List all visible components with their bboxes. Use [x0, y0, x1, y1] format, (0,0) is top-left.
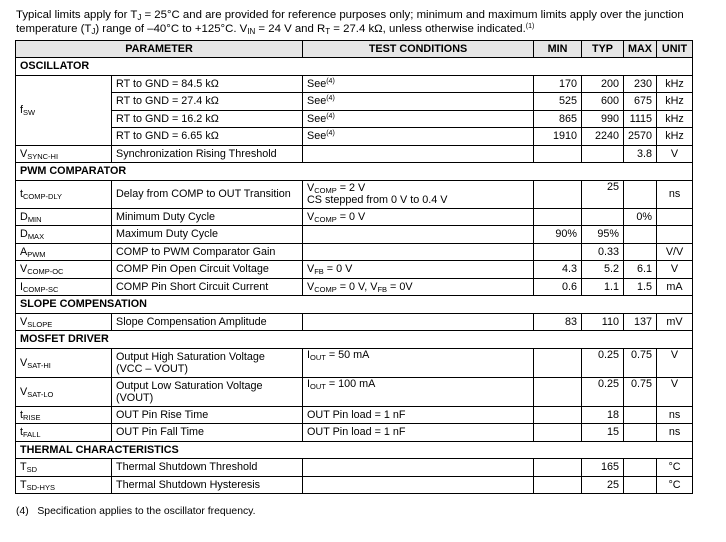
table-row — [16, 110, 693, 128]
header-min: MIN — [534, 41, 582, 58]
table-row — [16, 476, 693, 494]
param-cell: OUT Pin Fall Time — [112, 424, 303, 442]
unit-cell — [657, 208, 693, 226]
typ-cell — [582, 208, 624, 226]
table-row — [16, 313, 693, 331]
max-cell: 137 — [624, 313, 657, 331]
param-cell: Slope Compensation Amplitude — [112, 313, 303, 331]
section-row — [16, 331, 693, 349]
intro-paragraph: Typical limits apply for $T_J = 25^\circ C$ and are provided for reference purposes only; minimum and maximum limits apply over the junction temperature $(T_J)$ range of –40°C to +125°C. $V_{IN} = 24$ V and $R_T = 27.4$ kΩ, unless otherwise indicated.$^{(1)}$ — [16, 9, 684, 36]
param-cell: COMP Pin Open Circuit Voltage — [112, 261, 303, 279]
unit-cell: °C — [657, 459, 693, 477]
unit-cell: mA — [657, 278, 693, 296]
unit-cell: kHz — [657, 128, 693, 146]
max-cell — [624, 459, 657, 477]
cond-cell: See$^{(4)}$ — [303, 93, 534, 111]
max-cell: 6.1 — [624, 261, 657, 279]
max-cell — [624, 180, 657, 208]
max-cell — [624, 243, 657, 261]
typ-cell: 95% — [582, 226, 624, 244]
param-cell: COMP Pin Short Circuit Current — [112, 278, 303, 296]
unit-cell: kHz — [657, 93, 693, 111]
table-row — [16, 459, 693, 477]
typ-cell: 110 — [582, 313, 624, 331]
min-cell — [534, 424, 582, 442]
table-row — [16, 75, 693, 93]
unit-cell: ns — [657, 180, 693, 208]
unit-cell: ns — [657, 424, 693, 442]
min-cell — [534, 377, 582, 406]
max-cell: 1115 — [624, 110, 657, 128]
section-slope-compensation: SLOPE COMPENSATION — [16, 296, 693, 314]
table-row — [16, 424, 693, 442]
header-parameter: PARAMETER — [16, 41, 303, 58]
unit-cell: V — [657, 348, 693, 377]
symbol-vsat-lo: $V_{SAT-LO}$ — [16, 377, 112, 406]
cond-cell — [303, 226, 534, 244]
header-conditions: TEST CONDITIONS — [303, 41, 534, 58]
param-cell: Synchronization Rising Threshold — [112, 145, 303, 163]
param-cell: RT to GND = 16.2 kΩ — [112, 110, 303, 128]
min-cell — [534, 243, 582, 261]
param-cell: RT to GND = 27.4 kΩ — [112, 93, 303, 111]
cond-cell: $I_{OUT} = 50$ mA — [303, 348, 534, 377]
unit-cell: mV — [657, 313, 693, 331]
max-cell: 675 — [624, 93, 657, 111]
max-cell: 2570 — [624, 128, 657, 146]
cond-cell — [303, 313, 534, 331]
symbol-apwm: $A_{PWM}$ — [16, 243, 112, 261]
typ-cell: 990 — [582, 110, 624, 128]
min-cell: 865 — [534, 110, 582, 128]
min-cell: 1910 — [534, 128, 582, 146]
param-cell: RT to GND = 84.5 kΩ — [112, 75, 303, 93]
min-cell — [534, 406, 582, 424]
cond-cell: See$^{(4)}$ — [303, 128, 534, 146]
max-cell: 1.5 — [624, 278, 657, 296]
param-cell: RT to GND = 6.65 kΩ — [112, 128, 303, 146]
section-row — [16, 163, 693, 181]
unit-cell: V — [657, 261, 693, 279]
param-cell: Maximum Duty Cycle — [112, 226, 303, 244]
symbol-tsd-hys: $T_{SD-HYS}$ — [16, 476, 112, 494]
max-cell: 0.75 — [624, 377, 657, 406]
max-cell: 3.8 — [624, 145, 657, 163]
section-row — [16, 296, 693, 314]
cond-cell: $V_{COMP} = 2$ V CS stepped from 0 V to 0.4 V — [303, 180, 534, 208]
param-cell: Output High Saturation Voltage (VCC – VOUT) — [112, 348, 303, 377]
param-cell: Thermal Shutdown Threshold — [112, 459, 303, 477]
typ-cell: 200 — [582, 75, 624, 93]
symbol-tsd: $T_{SD}$ — [16, 459, 112, 477]
symbol-vcomp-oc: $V_{COMP-OC}$ — [16, 261, 112, 279]
max-cell — [624, 226, 657, 244]
typ-cell — [582, 145, 624, 163]
min-cell — [534, 476, 582, 494]
table-row — [16, 208, 693, 226]
table-row — [16, 406, 693, 424]
table-row — [16, 348, 693, 377]
typ-cell: 165 — [582, 459, 624, 477]
symbol-dmin: $D_{MIN}$ — [16, 208, 112, 226]
typ-cell: 0.25 — [582, 348, 624, 377]
table-row — [16, 180, 693, 208]
unit-cell: V — [657, 377, 693, 406]
table-row — [16, 377, 693, 406]
section-thermal-characteristics: THERMAL CHARACTERISTICS — [16, 441, 693, 459]
symbol-fsw: $f_{SW}$ — [16, 75, 112, 145]
footnote: (4) Specification applies to the oscillator frequency. — [16, 506, 256, 517]
cond-cell — [303, 476, 534, 494]
table-row — [16, 128, 693, 146]
min-cell — [534, 459, 582, 477]
unit-cell: kHz — [657, 75, 693, 93]
section-oscillator: OSCILLATOR — [16, 58, 693, 76]
typ-cell: 18 — [582, 406, 624, 424]
section-row — [16, 441, 693, 459]
table-row — [16, 243, 693, 261]
typ-cell: 25 — [582, 476, 624, 494]
typ-cell: 2240 — [582, 128, 624, 146]
typ-cell: 5.2 — [582, 261, 624, 279]
max-cell — [624, 476, 657, 494]
max-cell — [624, 424, 657, 442]
typ-cell: 15 — [582, 424, 624, 442]
table-row — [16, 93, 693, 111]
typ-cell: 600 — [582, 93, 624, 111]
unit-cell: V — [657, 145, 693, 163]
min-cell — [534, 208, 582, 226]
cond-cell — [303, 145, 534, 163]
table-row — [16, 278, 693, 296]
section-mosfet-driver: MOSFET DRIVER — [16, 331, 693, 349]
table-row — [16, 261, 693, 279]
max-cell: 0% — [624, 208, 657, 226]
unit-cell: ns — [657, 406, 693, 424]
cond-cell — [303, 243, 534, 261]
min-cell: 90% — [534, 226, 582, 244]
min-cell: 83 — [534, 313, 582, 331]
cond-cell: OUT Pin load = 1 nF — [303, 424, 534, 442]
min-cell: 170 — [534, 75, 582, 93]
min-cell: 525 — [534, 93, 582, 111]
unit-cell — [657, 226, 693, 244]
cond-cell: OUT Pin load = 1 nF — [303, 406, 534, 424]
param-cell: Thermal Shutdown Hysteresis — [112, 476, 303, 494]
min-cell — [534, 145, 582, 163]
max-cell: 0.75 — [624, 348, 657, 377]
min-cell: 4.3 — [534, 261, 582, 279]
header-unit: UNIT — [657, 41, 693, 58]
section-row — [16, 58, 693, 76]
symbol-vsync-hi: $V_{SYNC-HI}$ — [16, 145, 112, 163]
cond-cell: See$^{(4)}$ — [303, 75, 534, 93]
header-typ: TYP — [582, 41, 624, 58]
header-max: MAX — [624, 41, 657, 58]
min-cell: 0.6 — [534, 278, 582, 296]
cond-cell: $V_{COMP} = 0$ V — [303, 208, 534, 226]
symbol-dmax: $D_{MAX}$ — [16, 226, 112, 244]
cond-cell: $I_{OUT} = 100$ mA — [303, 377, 534, 406]
header-row — [16, 41, 693, 58]
param-cell: COMP to PWM Comparator Gain — [112, 243, 303, 261]
unit-cell: V/V — [657, 243, 693, 261]
symbol-tfall: $t_{FALL}$ — [16, 424, 112, 442]
unit-cell: °C — [657, 476, 693, 494]
symbol-tcomp-dly: $t_{COMP-DLY}$ — [16, 180, 112, 208]
cond-cell: $V_{COMP} = 0$ V, $V_{FB} = 0V$ — [303, 278, 534, 296]
cond-cell: $V_{FB} = 0$ V — [303, 261, 534, 279]
section-pwm-comparator: PWM COMPARATOR — [16, 163, 693, 181]
symbol-vslope: $V_{SLOPE}$ — [16, 313, 112, 331]
symbol-icomp-sc: $I_{COMP-SC}$ — [16, 278, 112, 296]
table-row — [16, 145, 693, 163]
unit-cell: kHz — [657, 110, 693, 128]
param-cell: Minimum Duty Cycle — [112, 208, 303, 226]
min-cell — [534, 180, 582, 208]
min-cell — [534, 348, 582, 377]
max-cell — [624, 406, 657, 424]
typ-cell: 0.25 — [582, 377, 624, 406]
symbol-trise: $t_{RISE}$ — [16, 406, 112, 424]
cond-cell: See$^{(4)}$ — [303, 110, 534, 128]
max-cell: 230 — [624, 75, 657, 93]
symbol-vsat-hi: $V_{SAT-HI}$ — [16, 348, 112, 377]
electrical-characteristics-table — [15, 40, 693, 494]
param-cell: Output Low Saturation Voltage (VOUT) — [112, 377, 303, 406]
typ-cell: 0.33 — [582, 243, 624, 261]
cond-cell — [303, 459, 534, 477]
table-row — [16, 226, 693, 244]
param-cell: Delay from COMP to OUT Transition — [112, 180, 303, 208]
param-cell: OUT Pin Rise Time — [112, 406, 303, 424]
typ-cell: 1.1 — [582, 278, 624, 296]
typ-cell: 25 — [582, 180, 624, 208]
